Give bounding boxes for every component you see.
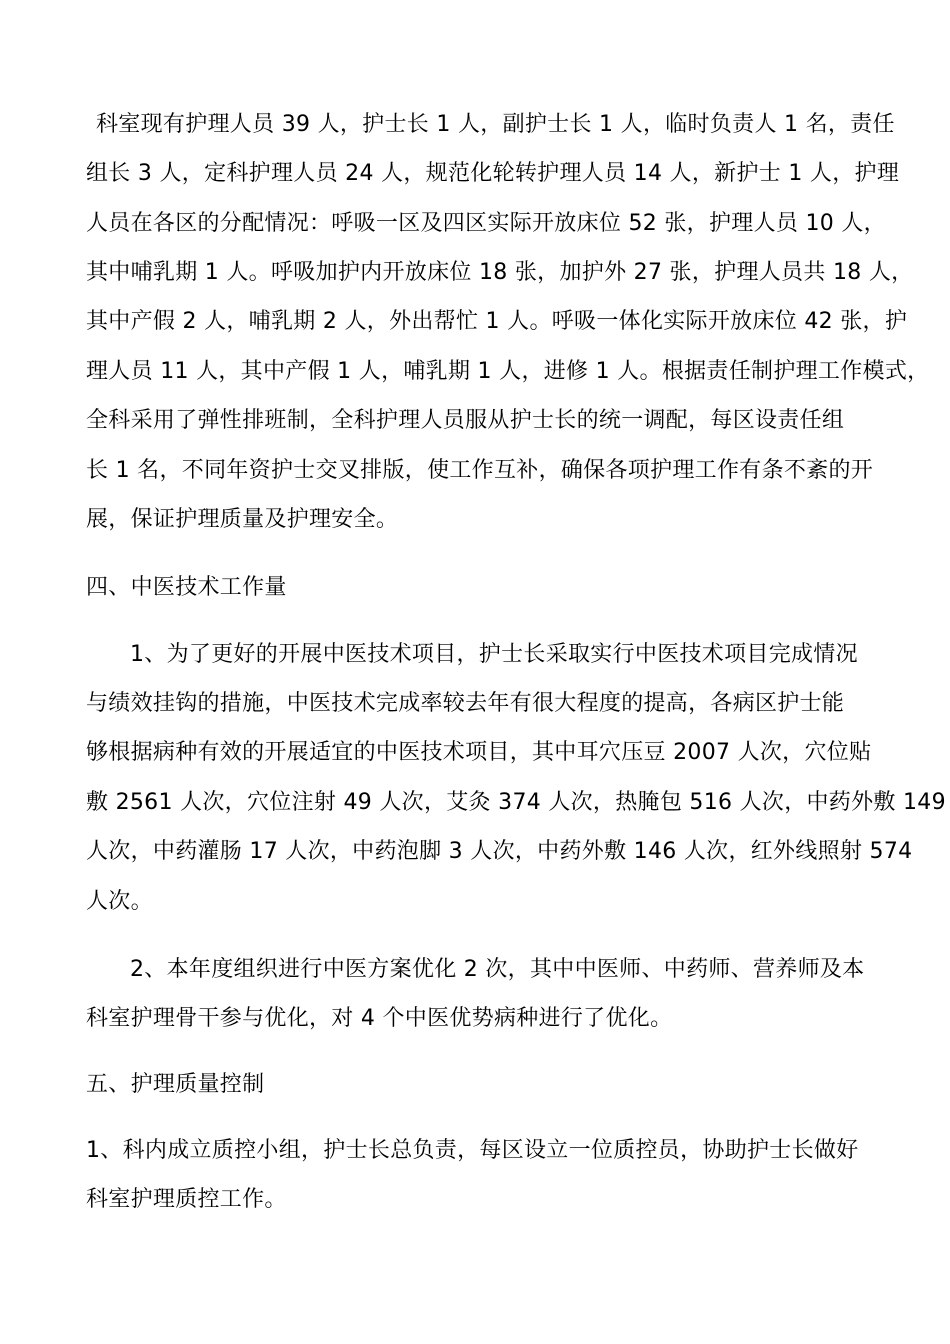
- paragraph-line: 科室护理骨干参与优化，对 4 个中医优势病种进行了优化。: [86, 1006, 673, 1031]
- paragraph-line: 理人员 11 人，其中产假 1 人，哺乳期 1 人，进修 1 人。根据责任制护理工作模式，: [86, 359, 930, 384]
- paragraph-line: 人员在各区的分配情况：呼吸一区及四区实际开放床位 52 张，护理人员 10 人，: [86, 211, 886, 236]
- paragraph-line: 敷 2561 人次，穴位注射 49 人次，艾灸 374 人次，热腌包 516 人次，中药外敷 149: [86, 790, 946, 815]
- paragraph-line: 科室现有护理人员 39 人，护士长 1 人，副护士长 1 人，临时负责人 1 名，责任: [96, 112, 895, 137]
- paragraph-line: 够根据病种有效的开展适宜的中医技术项目，其中耳穴压豆 2007 人次，穴位贴: [86, 740, 872, 765]
- paragraph-line: 科室护理质控工作。: [86, 1187, 287, 1212]
- paragraph-line: 其中哺乳期 1 人。呼吸加护内开放床位 18 张，加护外 27 张，护理人员共 18 人，: [86, 260, 914, 285]
- section-heading-5: 五、护理质量控制: [86, 1072, 265, 1097]
- paragraph-line: 其中产假 2 人，哺乳期 2 人，外出帮忙 1 人。呼吸一体化实际开放床位 42 张，护: [86, 309, 908, 334]
- paragraph-line: 1、科内成立质控小组，护士长总负责，每区设立一位质控员，协助护士长做好: [86, 1138, 859, 1163]
- paragraph-line: 长 1 名，不同年资护士交叉排版，使工作互补，确保各项护理工作有条不紊的开: [86, 458, 874, 483]
- paragraph-line: 1、为了更好的开展中医技术项目，护士长采取实行中医技术项目完成情况: [130, 642, 858, 667]
- section-heading-4: 四、中医技术工作量: [86, 575, 287, 600]
- paragraph-line: 2、本年度组织进行中医方案优化 2 次，其中中医师、中药师、营养师及本: [130, 957, 865, 982]
- paragraph-line: 人次，中药灌肠 17 人次，中药泡脚 3 人次，中药外敷 146 人次，红外线照射 574: [86, 839, 913, 864]
- paragraph-line: 人次。: [86, 889, 153, 914]
- paragraph-line: 组长 3 人，定科护理人员 24 人，规范化轮转护理人员 14 人，新护士 1 人，护理: [86, 161, 900, 186]
- paragraph-line: 与绩效挂钩的措施，中医技术完成率较去年有很大程度的提高，各病区护士能: [86, 691, 845, 716]
- paragraph-line: 全科采用了弹性排班制，全科护理人员服从护士长的统一调配，每区设责任组: [86, 408, 845, 433]
- paragraph-line: 展，保证护理质量及护理安全。: [86, 507, 399, 532]
